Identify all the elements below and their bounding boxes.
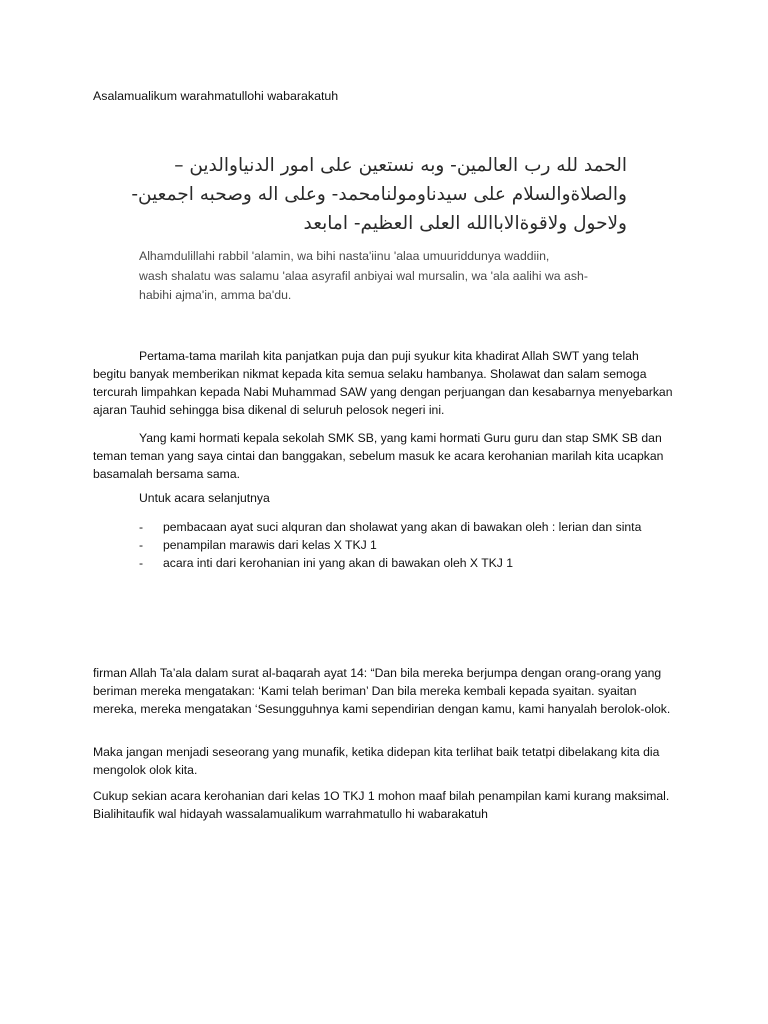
transliteration-line: habihi ajma'in, amma ba'du. (139, 288, 292, 302)
list-item (0, 536, 768, 554)
list-dash: - (139, 538, 144, 552)
list-dash: - (139, 556, 144, 570)
list-item-text: penampilan marawis dari kelas X TKJ 1 (163, 538, 377, 552)
arabic-line: والصلاةوالسلام على سيدناومولنامحمد- وعلى اله وصحبه اجمعين- (131, 184, 627, 205)
list-item (0, 554, 768, 572)
arabic-line: ولاحول ولاقوةالاباالله العلى العظيم- امابعد (303, 213, 627, 234)
advice-paragraph: Maka jangan menjadi seseorang yang munafik, ketika didepan kita terlihat baik tetatpi dibelakang kita dia mengolok olok kita. (93, 745, 660, 777)
salutation-paragraph: Yang kami hormati kepala sekolah SMK SB, yang kami hormati Guru guru dan stap SMK SB dan teman teman yang saya cintai dan banggakan, sebelum masuk ke acara kerohanian marilah kita ucapkan basamalah bersama sama. (93, 431, 664, 481)
list-item-text: acara inti dari kerohanian ini yang akan di bawakan oleh X TKJ 1 (163, 556, 514, 570)
arabic-prayer-block (131, 151, 627, 238)
agenda-heading: Untuk acara selanjutnya (139, 491, 270, 505)
transliteration-block (139, 247, 629, 306)
agenda-list (0, 518, 768, 572)
arabic-line: الحمد لله رب العالمين- وبه نستعين على امور الدنياوالدين – (174, 155, 627, 176)
transliteration-line: Alhamdulillahi rabbil 'alamin, wa bihi nasta'iinu 'alaa umuuriddunya waddiin, (139, 249, 550, 263)
transliteration-line: wash shalatu was salamu 'alaa asyrafil anbiyai wal mursalin, wa 'ala aalihi wa ash- (139, 268, 588, 283)
list-dash: - (139, 520, 144, 534)
closing-paragraph: Cukup sekian acara kerohanian dari kelas 1O TKJ 1 mohon maaf bilah penampilan kami kurang maksimal. Bialihitaufik wal hidayah wassalamualikum warrahmatullo hi wabarakatuh (93, 789, 670, 821)
list-item-text: pembacaan ayat suci alquran dan sholawat yang akan di bawakan oleh : lerian dan sinta (163, 520, 642, 534)
quran-quote-paragraph: firman Allah Ta’ala dalam surat al-baqarah ayat 14: “Dan bila mereka berjumpa dengan orang-orang yang beriman mereka mengatakan: ‘Kami telah beriman’ Dan bila mereka kembali kepada syaitan. syaitan mereka, mereka mengatakan ‘Sesungguhnya kami sependirian dengan kamu, kami hanyalah berolok-olok. (93, 666, 671, 716)
greeting-line: Asalamualikum warahmatullohi wabarakatuh (93, 89, 339, 103)
opening-paragraph: Pertama-tama marilah kita panjatkan puja dan puji syukur kita khadirat Allah SWT yang telah begitu banyak memberikan nikmat kepada kita semua selaku hambanya. Sholawat dan salam semoga tercurah limpahkan kepada Nabi Muhammad SAW yang dengan perjuangan dan kesabarnya menyebarkan ajaran Tauhid sehingga bisa dikenal di seluruh pelosok negeri ini. (93, 349, 673, 417)
list-item (0, 518, 768, 536)
